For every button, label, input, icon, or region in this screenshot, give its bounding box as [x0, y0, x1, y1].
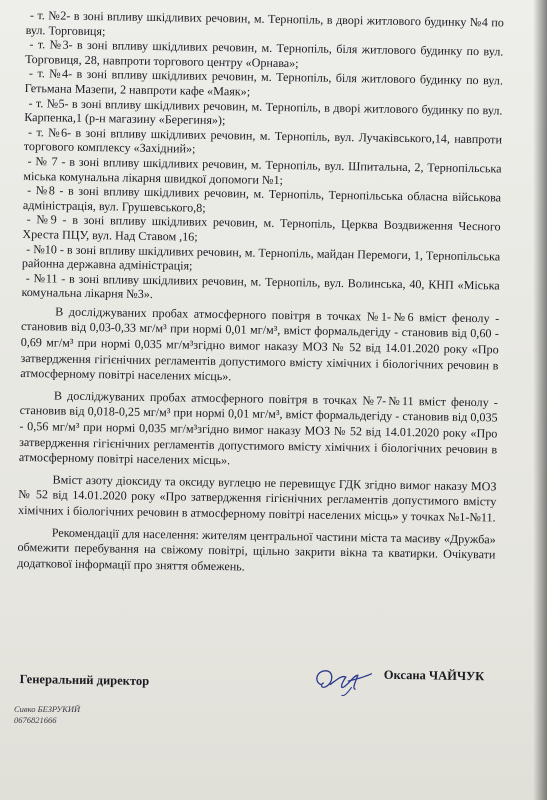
executor-phone: 0676821666: [14, 715, 57, 725]
list-item: - т. №6- в зоні впливу шкідливих речовин, м. Тернопіль, вул. Лучаківського,14, навпроти торгового комплексу «Західний»;: [23, 124, 503, 157]
list-item: - № 7 - в зоні впливу шкідливих речовин, м. Тернопіль, вул. Шпитальна, 2, Тернопільська міська комунальна лікарня швидкої допомоги №1;: [23, 153, 502, 187]
list-item: - т. №2- в зоні впливу шкідливих речовин, м. Тернопіль, в дворі житлового будинку №4 по вул. Торговиця;: [25, 8, 504, 38]
handwritten-signature: [311, 665, 376, 700]
executor-name: Сивко БЕЗРУКИЙ: [14, 704, 81, 714]
list-item: - т. №3- в зоні впливу шкідливих речовин, м. Тернопіль, біля житлового будинку по вул. Торговиця, 28, навпроти торгового центру «Орнава»;: [25, 37, 504, 71]
list-item: - №8 - в зоні впливу шкідливих речовин, м. Тернопіль, Тернопільська обласна військова адміністрація, вул. Грушевського,8;: [22, 183, 502, 215]
signer-title: Генеральний директор: [19, 671, 150, 689]
document-body: [17, 8, 504, 579]
executor-info: [14, 704, 80, 726]
paragraph-recommendations: Рекомендації для населення: жителям центральної частини міста та масиву «Дружба» обмежити перебування на свіжому повітрі, щільно закрити вікна та кватирки. Очікувати додаткової інформації про зняття обмежень.: [17, 525, 496, 574]
list-item: - №11 - в зоні впливу шкідливих речовин, м. Тернопіль, вул. Волинська, 40, КНП «Міська комунальна лікарня №3».: [21, 270, 500, 302]
signer-name: Оксана ЧАЙЧУК: [383, 667, 485, 684]
paragraph-results-points-1-6: В досліджуваних пробах атмосферного повітря в точках №1-№6 вміст фенолу - становив від 0,03-0,33 мг/м³ при нормі 0,01 мг/м³, вміст формальдегіду - становив від 0,60 - 0,69 мг/м³ при нормі 0,035 мг/м³згідно вимог наказу МОЗ № 52 від 14.01.2020 року «Про затвердження гігієнічних регламентів допустимого вмісту хімічних і біологічних речовин в атмосферному повітрі населених місць».: [20, 304, 500, 384]
signature-block: [19, 662, 500, 726]
list-item: - т. №4- в зоні впливу шкідливих речовин, м. Тернопіль, біля житлового будинку по вул. Гетьмана Мазепи, 2 навпроти кафе «Маяк»;: [24, 66, 504, 99]
list-item: - т. №5- в зоні впливу шкідливих речовин, м. Тернопіль, в дворі житлового будинку по вул. Карпенка,1 (р-н магазину «Берегиня»);: [24, 95, 503, 128]
list-item: - №9 - в зоні впливу шкідливих речовин, м. Тернопіль, Церква Воздвиження Чесного Хреста ПЦУ, вул. Над Ставом ,16;: [22, 212, 501, 244]
list-item: - №10 - в зоні впливу шкідливих речовин, м. Тернопіль, майдан Перемоги, 1, Тернопільська районна державна адміністрація;: [21, 241, 501, 273]
paragraph-results-points-7-11: В досліджуваних пробах атмосферного повітря в точках №7-№11 вміст фенолу - становив від 0,018-0,25 мг/м³ при нормі 0,01 мг/м³, вміст формальдегіду - становив від 0,035 - 0,56 мг/м³ при нормі 0,035 мг/м³згідно вимог наказу МОЗ № 52 від 14.01.2020 року «Про затвердження гігієнічних регламентів допустимого вмісту хімічних і біологічних речовин в атмосферному повітрі населених місць».: [18, 388, 498, 468]
paragraph-nitrogen-carbon: Вміст азоту діоксиду та оксиду вуглецю не перевищує ГДК згідно вимог наказу МОЗ № 52 від 14.01.2020 року «Про затвердження гігієнічних регламентів допустимого вмісту хімічних і біологічних речовин в атмосферному повітрі населених місць» у точках №1-№11.: [18, 472, 497, 525]
